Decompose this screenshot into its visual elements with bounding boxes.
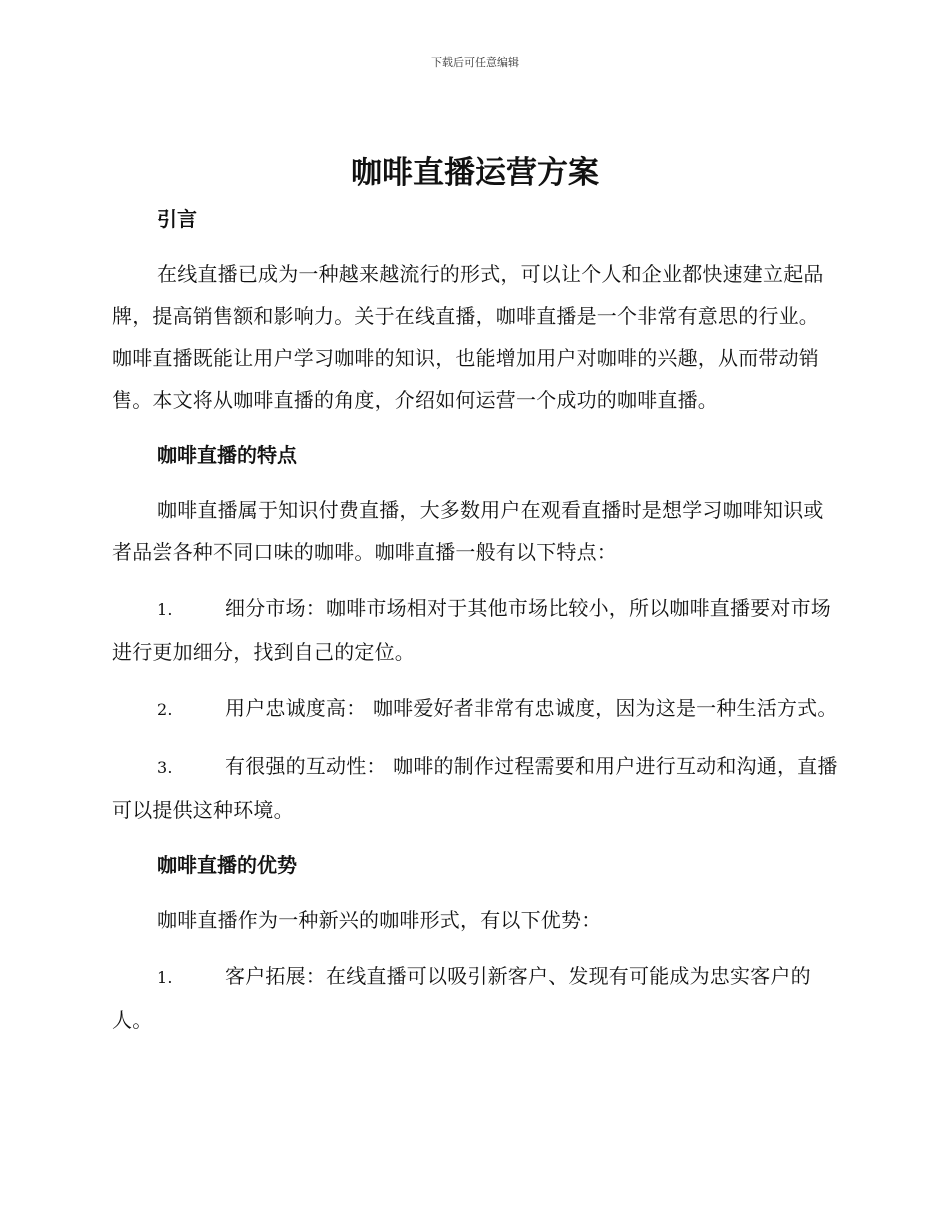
section-features [112,435,838,831]
list-item-text: 有很强的互动性： 咖啡的制作过程需要和用户进行互动和沟通，直播可以提供这种环境。 [112,754,838,822]
paragraph: 咖啡直播属于知识付费直播，大多数用户在观看直播时是想学习咖啡知识或者品尝各种不同口味的咖啡。咖啡直播一般有以下特点： [112,498,824,564]
list-item-text: 客户拓展：在线直播可以吸引新客户、发现有可能成为忠实客户的人。 [112,964,811,1032]
section-heading: 引言 [157,207,197,231]
document-body [112,199,838,1055]
list-number: 3. [157,758,173,777]
paragraph: 咖啡直播作为一种新兴的咖啡形式，有以下优势： [157,908,602,932]
section-heading: 咖啡直播的特点 [157,443,297,467]
list-number: 1. [157,968,173,987]
list-number: 2. [157,700,173,719]
section-heading: 咖啡直播的优势 [157,853,297,877]
list-item [112,745,838,831]
list-item [112,955,838,1041]
list-item-text: 细分市场：咖啡市场相对于其他市场比较小，所以咖啡直播要对市场进行更加细分，找到自己的定位。 [112,596,831,664]
list-item-text: 用户忠诚度高： 咖啡爱好者非常有忠诚度，因为这是一种生活方式。 [225,696,838,720]
list-item [112,587,838,673]
list-number: 1. [157,600,173,619]
section-advantages [112,845,838,1041]
section-intro [112,199,838,421]
header-note: 下载后可任意编辑 [431,56,519,69]
paragraph: 在线直播已成为一种越来越流行的形式，可以让个人和企业都快速建立起品牌，提高销售额和影响力。关于在线直播，咖啡直播是一个非常有意思的行业。咖啡直播既能让用户学习咖啡的知识，也能增加用户对咖啡的兴趣，从而带动销售。本文将从咖啡直播的角度，介绍如何运营一个成功的咖啡直播。 [112,262,824,412]
list-item [112,687,838,731]
document-title: 咖啡直播运营方案 [351,155,599,191]
